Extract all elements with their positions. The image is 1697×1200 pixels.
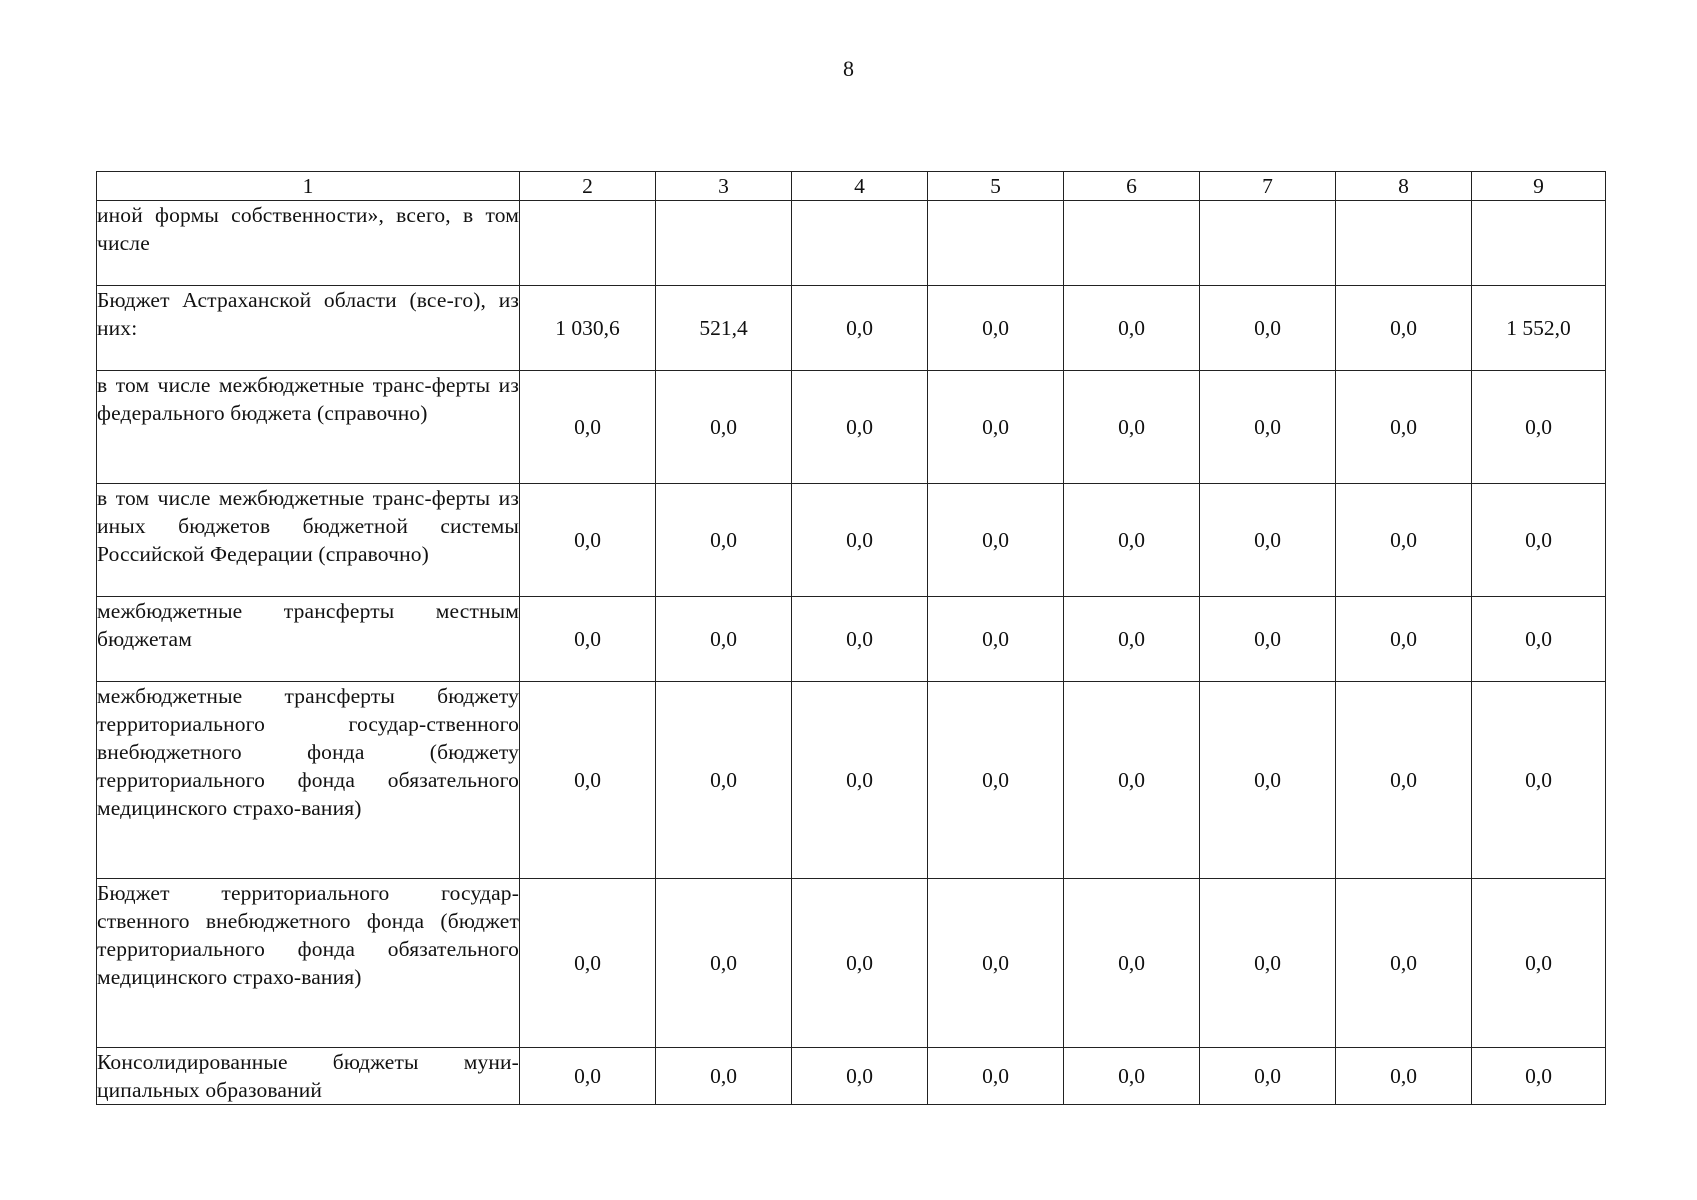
cell-value: 0,0 xyxy=(1064,879,1200,1048)
column-header-6: 6 xyxy=(1064,172,1200,201)
cell-value: 0,0 xyxy=(1200,371,1336,484)
cell-value: 0,0 xyxy=(792,484,928,597)
cell-value: 0,0 xyxy=(656,371,792,484)
column-header-8: 8 xyxy=(1336,172,1472,201)
cell-value: 0,0 xyxy=(1064,286,1200,371)
cell-value: 0,0 xyxy=(792,1048,928,1105)
cell-value: 0,0 xyxy=(1336,597,1472,682)
row-label: Консолидированные бюджеты муни-ципальных образований xyxy=(97,1048,520,1105)
column-header-5: 5 xyxy=(928,172,1064,201)
row-label: межбюджетные трансферты бюджету территориального государ-ственного внебюджетного фонда (бюджету территориального фонда обязательного медицинского страхо-вания) xyxy=(97,682,520,879)
cell-value: 0,0 xyxy=(792,371,928,484)
cell-value: 0,0 xyxy=(656,879,792,1048)
cell-value xyxy=(656,201,792,286)
cell-value xyxy=(1064,201,1200,286)
cell-value xyxy=(1472,201,1606,286)
cell-value: 0,0 xyxy=(1064,597,1200,682)
cell-value: 0,0 xyxy=(1472,371,1606,484)
cell-value: 0,0 xyxy=(1200,286,1336,371)
cell-value xyxy=(520,201,656,286)
cell-value: 0,0 xyxy=(928,879,1064,1048)
row-label: межбюджетные трансферты местным бюджетам xyxy=(97,597,520,682)
column-header-3: 3 xyxy=(656,172,792,201)
cell-value: 0,0 xyxy=(792,286,928,371)
cell-value: 0,0 xyxy=(656,682,792,879)
row-label: иной формы собственности», всего, в том числе xyxy=(97,201,520,286)
cell-value xyxy=(1200,201,1336,286)
cell-value: 0,0 xyxy=(1472,879,1606,1048)
cell-value: 0,0 xyxy=(1336,371,1472,484)
cell-value: 0,0 xyxy=(1336,879,1472,1048)
cell-value: 1 030,6 xyxy=(520,286,656,371)
cell-value: 0,0 xyxy=(928,1048,1064,1105)
row-label: в том числе межбюджетные транс-ферты из иных бюджетов бюджетной системы Российской Федерации (справочно) xyxy=(97,484,520,597)
cell-value: 0,0 xyxy=(1336,484,1472,597)
row-label: Бюджет Астраханской области (все-го), из них: xyxy=(97,286,520,371)
cell-value: 0,0 xyxy=(1064,682,1200,879)
cell-value: 0,0 xyxy=(656,597,792,682)
cell-value: 0,0 xyxy=(1200,1048,1336,1105)
page-number: 8 xyxy=(843,56,854,81)
cell-value: 0,0 xyxy=(520,484,656,597)
cell-value: 0,0 xyxy=(792,879,928,1048)
cell-value: 0,0 xyxy=(1336,286,1472,371)
cell-value: 0,0 xyxy=(1064,1048,1200,1105)
cell-value: 521,4 xyxy=(656,286,792,371)
cell-value: 0,0 xyxy=(1336,682,1472,879)
column-header-1: 1 xyxy=(97,172,520,201)
row-label: в том числе межбюджетные транс-ферты из федерального бюджета (справочно) xyxy=(97,371,520,484)
cell-value: 0,0 xyxy=(1472,484,1606,597)
cell-value: 0,0 xyxy=(928,371,1064,484)
column-header-2: 2 xyxy=(520,172,656,201)
cell-value xyxy=(792,201,928,286)
table-row xyxy=(97,597,1606,682)
cell-value: 0,0 xyxy=(1200,484,1336,597)
cell-value: 0,0 xyxy=(1200,597,1336,682)
table-row xyxy=(97,682,1606,879)
cell-value xyxy=(928,201,1064,286)
cell-value xyxy=(1336,201,1472,286)
table-row xyxy=(97,201,1606,286)
cell-value: 0,0 xyxy=(928,682,1064,879)
table-row xyxy=(97,371,1606,484)
cell-value: 0,0 xyxy=(656,1048,792,1105)
row-label: Бюджет территориального государ-ственного внебюджетного фонда (бюджет территориального фонда обязательного медицинского страхо-вания) xyxy=(97,879,520,1048)
cell-value: 1 552,0 xyxy=(1472,286,1606,371)
column-header-4: 4 xyxy=(792,172,928,201)
cell-value: 0,0 xyxy=(928,484,1064,597)
cell-value: 0,0 xyxy=(1064,371,1200,484)
table-row xyxy=(97,286,1606,371)
cell-value: 0,0 xyxy=(792,682,928,879)
cell-value: 0,0 xyxy=(520,371,656,484)
table-row xyxy=(97,1048,1606,1105)
cell-value: 0,0 xyxy=(1064,484,1200,597)
cell-value: 0,0 xyxy=(1472,682,1606,879)
cell-value: 0,0 xyxy=(1200,682,1336,879)
cell-value: 0,0 xyxy=(520,682,656,879)
cell-value: 0,0 xyxy=(520,1048,656,1105)
cell-value: 0,0 xyxy=(520,879,656,1048)
table-header-row xyxy=(97,172,1606,201)
budget-table xyxy=(96,171,1606,1105)
cell-value: 0,0 xyxy=(1200,879,1336,1048)
cell-value: 0,0 xyxy=(520,597,656,682)
cell-value: 0,0 xyxy=(656,484,792,597)
cell-value: 0,0 xyxy=(1472,597,1606,682)
cell-value: 0,0 xyxy=(928,597,1064,682)
column-header-7: 7 xyxy=(1200,172,1336,201)
cell-value: 0,0 xyxy=(792,597,928,682)
cell-value: 0,0 xyxy=(1336,1048,1472,1105)
column-header-9: 9 xyxy=(1472,172,1606,201)
cell-value: 0,0 xyxy=(1472,1048,1606,1105)
table-row xyxy=(97,484,1606,597)
cell-value: 0,0 xyxy=(928,286,1064,371)
table-row xyxy=(97,879,1606,1048)
